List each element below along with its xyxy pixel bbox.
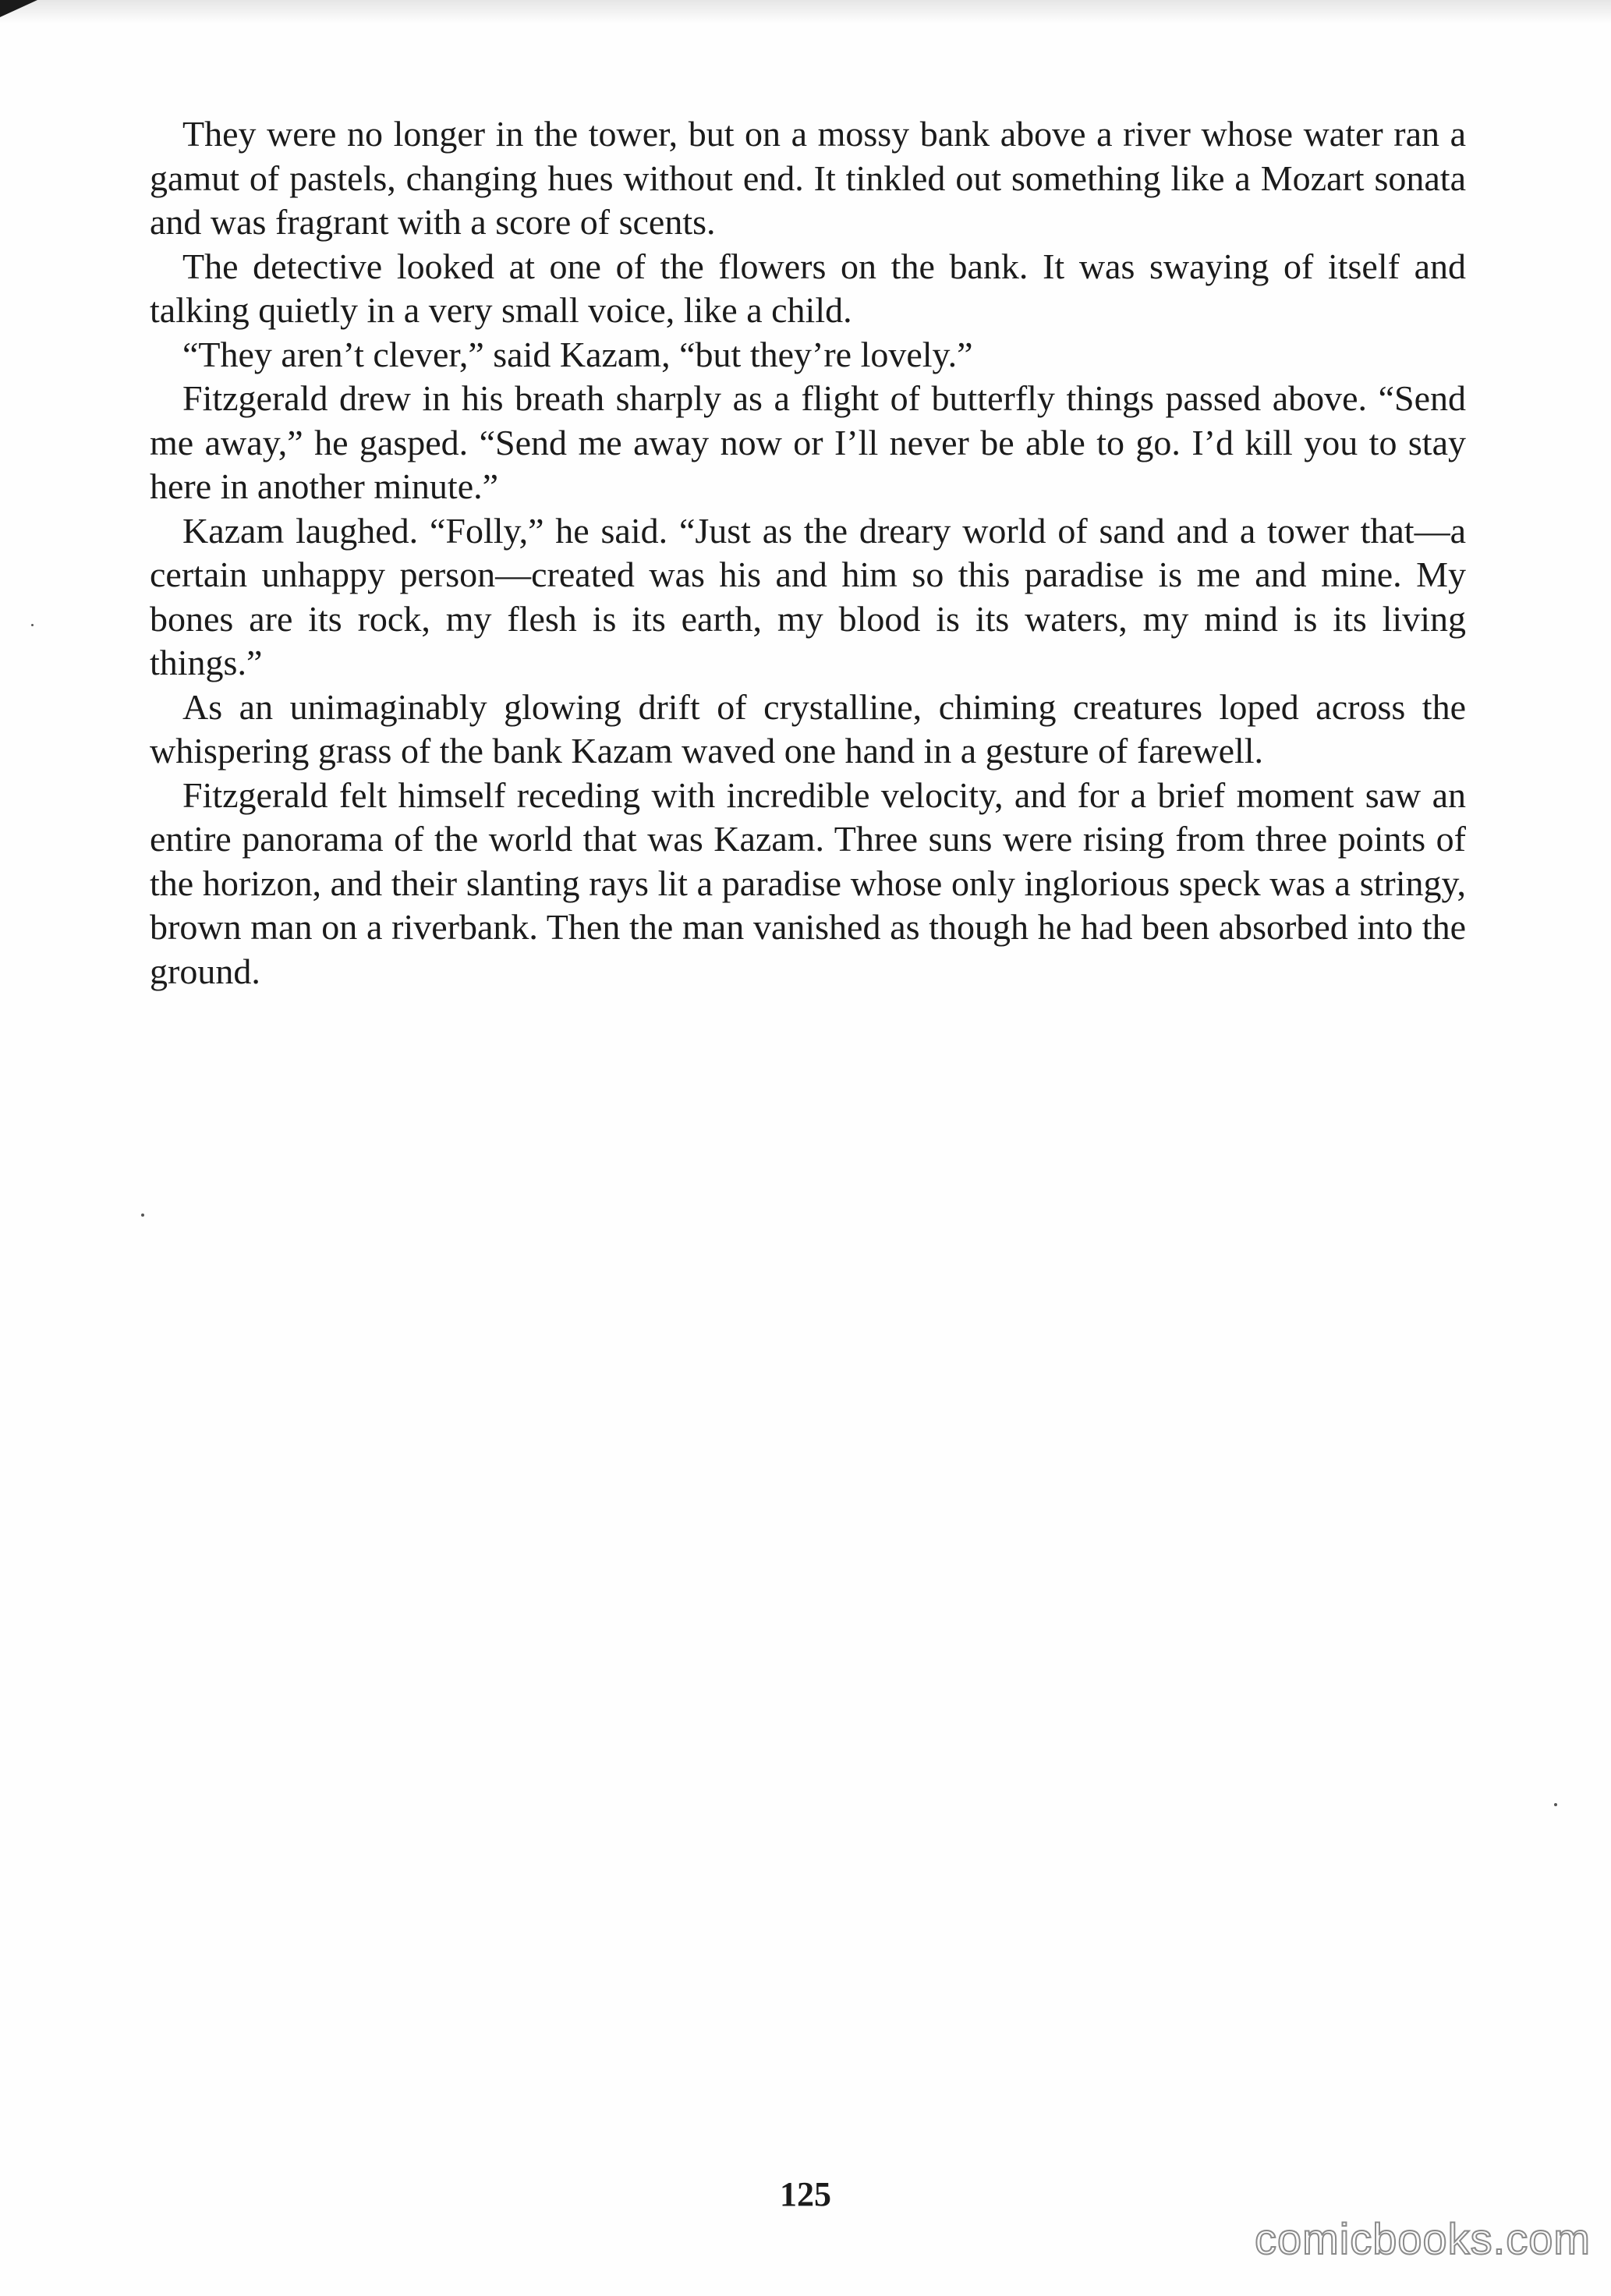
paragraph: Kazam laughed. “Folly,” he said. “Just as the dreary world of sand and a tower that—a certain unhappy person—created was his and him so this paradise is me and mine. My bones are its rock, my flesh is its earth, my blood is its waters, my mind is its living things.” xyxy=(150,510,1466,682)
scan-corner-mark xyxy=(0,0,37,17)
paragraph: Fitzgerald drew in his breath sharply as a flight of butterfly things passed above. “Send me away,” he gasped. “Send me away now or I’ll never be able to go. I’d kill you to stay here in another minute.” xyxy=(150,378,1466,506)
scan-speck xyxy=(141,1214,144,1217)
paragraph: The detective looked at one of the flowers on the bank. It was swaying of itself and talking quietly in a very small voice, like a child. xyxy=(150,246,1466,330)
page-number: 125 xyxy=(780,2175,831,2213)
paragraph: Fitzgerald felt himself receding with incredible velocity, and for a brief moment saw an entire panorama of the world that was Kazam. Three suns were rising from three points of the horizon, and their slanting rays lit a paradise whose only inglorious speck was a stringy, brown man on a riverbank. Then the man vanished as though he had been absorbed into the ground. xyxy=(150,774,1466,991)
scan-speck xyxy=(31,624,34,626)
paragraph: “They aren’t clever,” said Kazam, “but they’re lovely.” xyxy=(182,334,973,374)
paragraph: They were no longer in the tower, but on a mossy bank above a river whose water ran a gamut of pastels, changing hues without end. It tinkled out something like a Mozart sonata and was fragrant with a score of scents. xyxy=(150,114,1466,242)
scan-edge-shadow xyxy=(0,0,1611,23)
watermark: comicbooks.com xyxy=(1254,2214,1591,2263)
scan-speck xyxy=(1554,1803,1557,1806)
paragraph: As an unimaginably glowing drift of crystalline, chiming creatures loped across the whispering grass of the bank Kazam waved one hand in a gesture of farewell. xyxy=(150,686,1466,771)
story-text xyxy=(150,112,1466,994)
